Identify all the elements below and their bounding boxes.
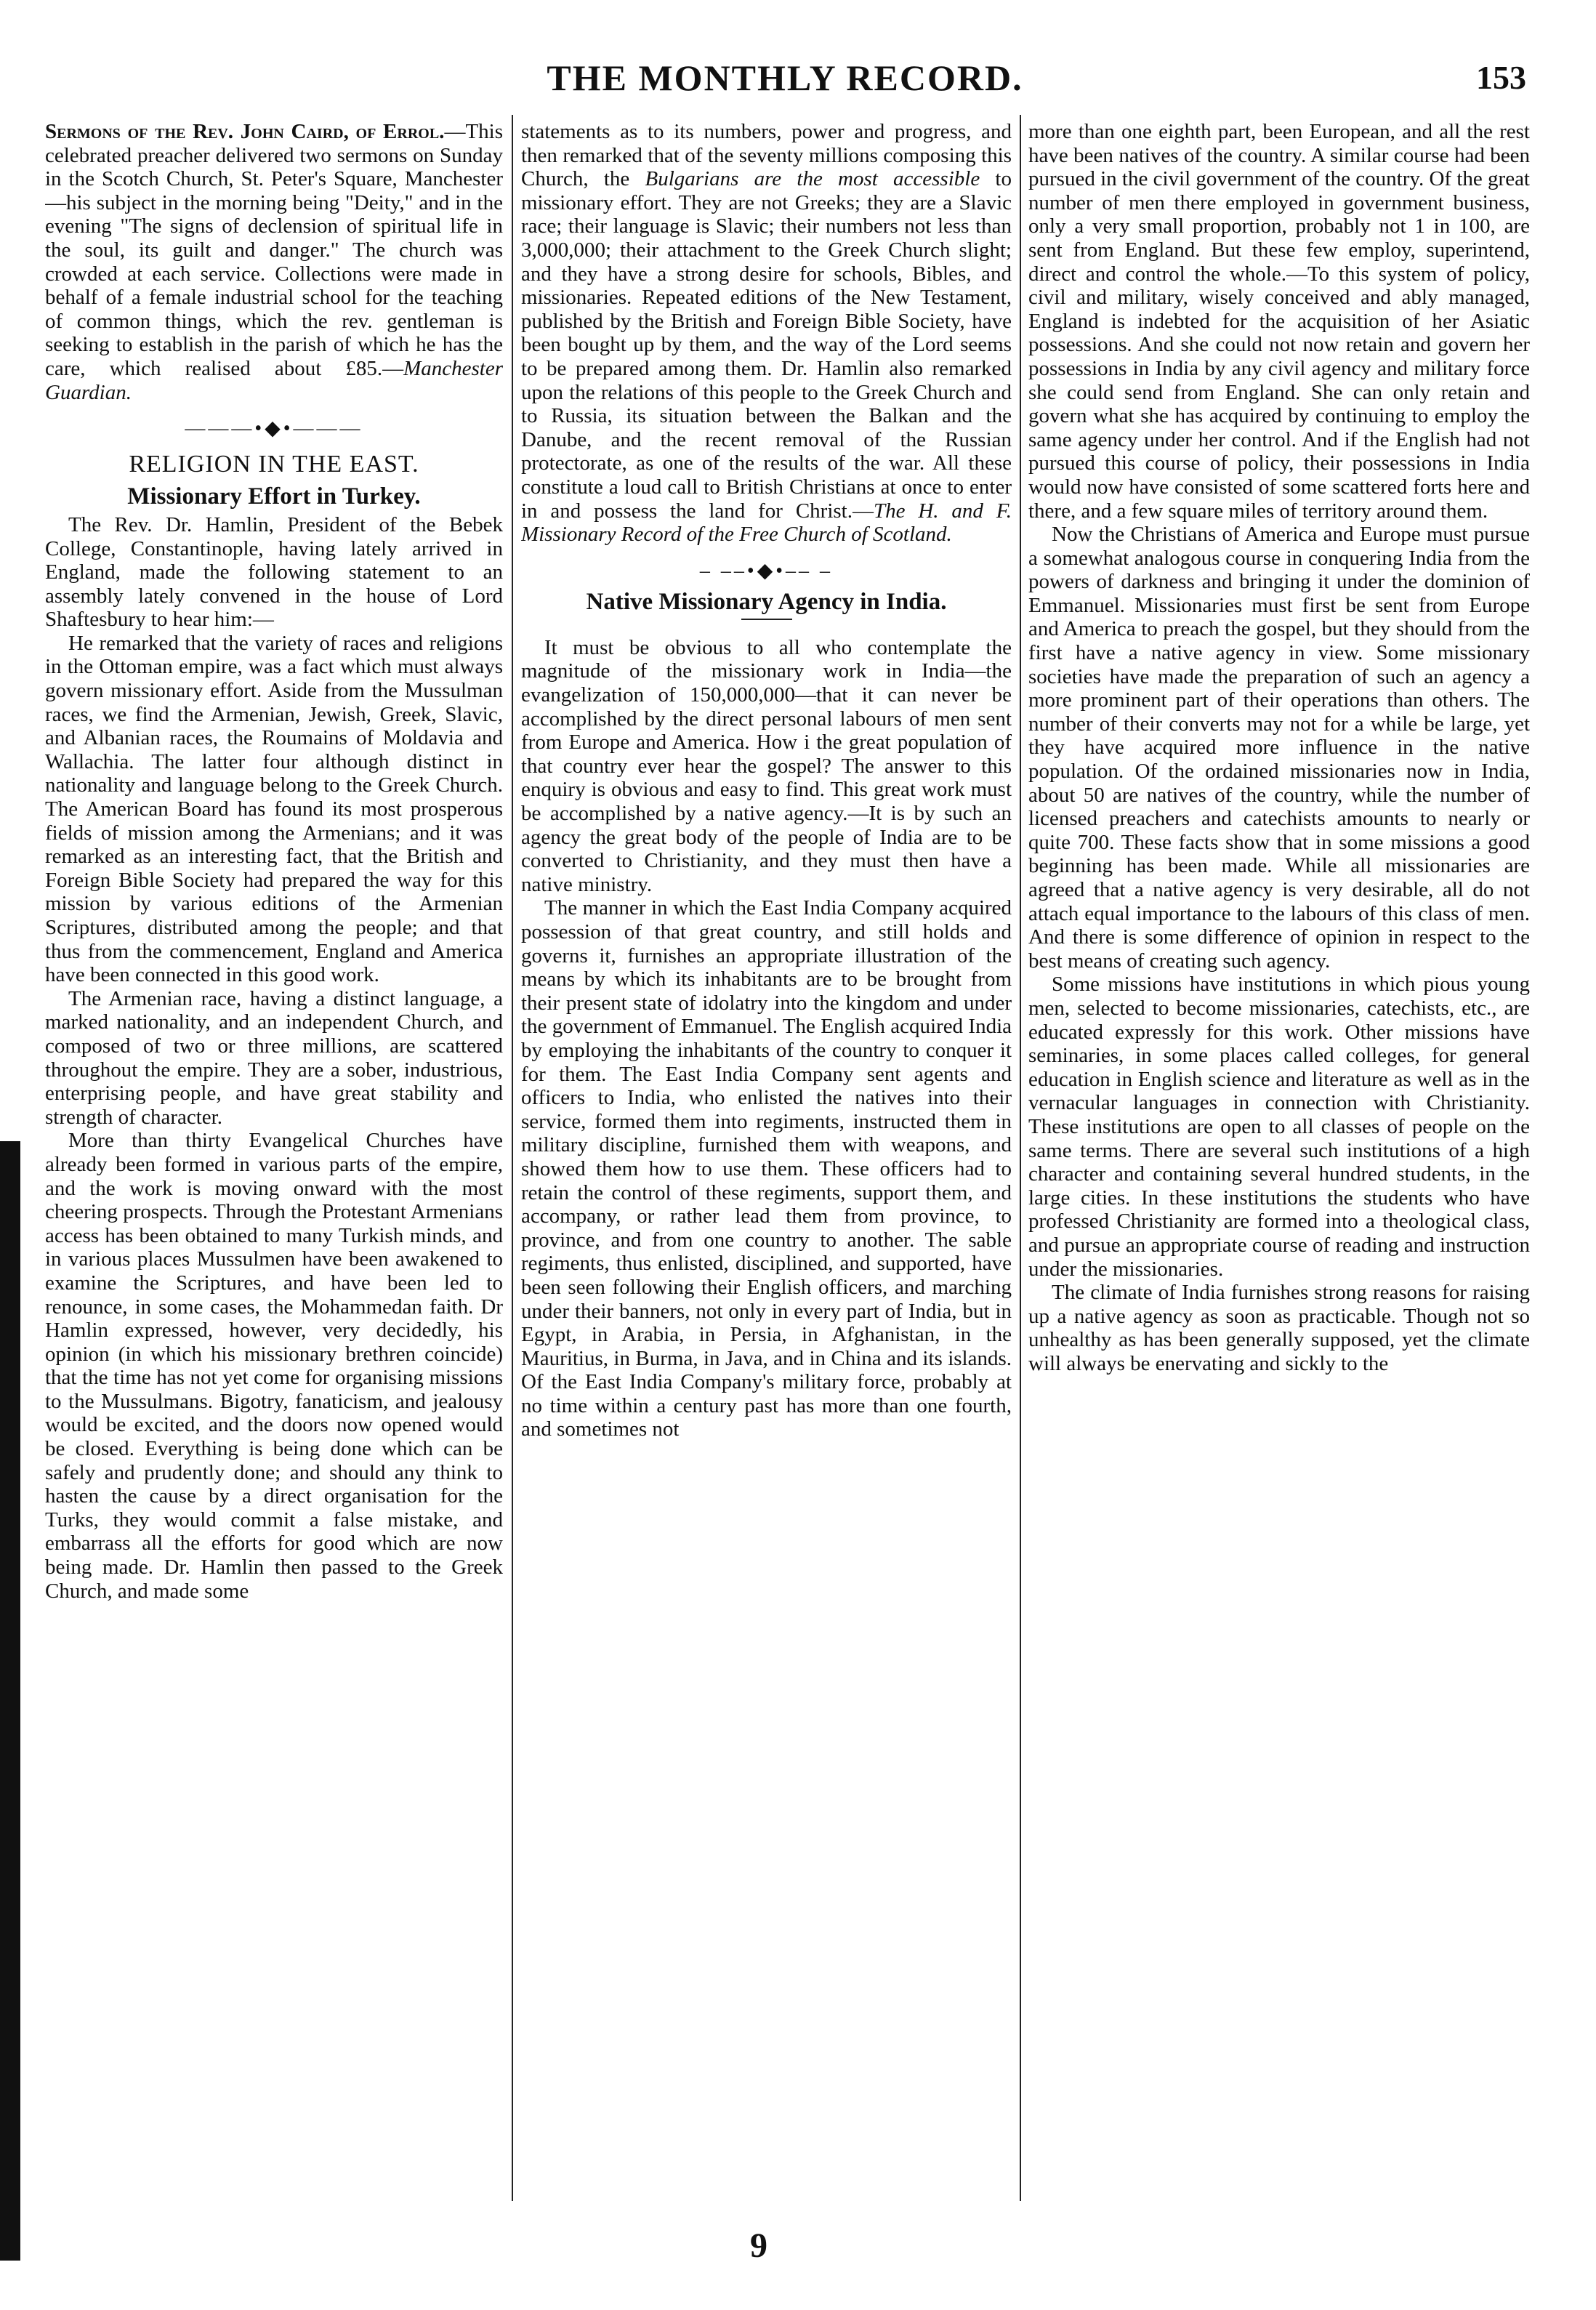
binding-edge (0, 1141, 20, 2261)
column-left (45, 120, 503, 2199)
column-rule-left (512, 115, 513, 2201)
paragraph: The climate of India furnishes strong reasons for raising up a native agency as soon as practicable. Though not so unhealthy as has been generally supposed, yet the climate will always be enervating and sickly to the (1028, 1281, 1530, 1375)
signature-mark: 9 (750, 2226, 767, 2265)
notice-source: Manchester Guardian. (45, 356, 503, 404)
italic-run: Bulgarians are the most accessible (645, 167, 980, 191)
paragraph: More than thirty Evangelical Churches have already been formed in various parts of the empire, and the work is moving onward with the most cheering prospects. Through the Protestant Armenians access has been obtained to many Turkish minds, and in various places Mussulmen have been awakened to examine the Scriptures, and have been led to renounce, in some cases, the Mohammedan faith. Dr Hamlin expressed, however, very decidedly, his opinion (in which his missionary brethren coincide) that the time has not yet come for organising missions to the Mussulmans. Bigotry, fanaticism, and jealousy would be excited, and the doors now opened would be closed. Everything is being done which can be safely and prudently done; and should any think to hasten the cause by a direct organisation for the Turks, they would commit a false mistake, and embarrass all the efforts for good which are now being made. Dr. Hamlin then passed to the Greek Church, and made some (45, 1129, 503, 1603)
paragraph: The Armenian race, having a distinct language, a marked nationality, and an independent Church, and composed of two or three millions, are scattered throughout the empire. They are a sober, industrious, enterprising people, and have great stability and strength of character. (45, 986, 503, 1129)
title-rule (741, 619, 792, 620)
page-header (44, 57, 1526, 108)
paragraph: The Rev. Dr. Hamlin, President of the Bebek College, Constantinople, having lately arrived in England, made the following statement to an assembly lately convened in the house of Lord Shaftesbury to hear him:— (45, 512, 503, 632)
text-run: to missionary effort. They are not Greeks; they are a Slavic race; their language is Slavic; their numbers not less than 3,000,000; their attachment to the Greek Church slight; and they have a strong desire for schools, Bibles, and missionaries. Repeated editions of the New Testament, published by the British and Foreign Bible Society, have been bought up by them, and the way of the Lord seems to be prepared among them. Dr. Hamlin also remarked upon the relations of this people to the Greek Church and to Russia, its situation between the Balkan and the Danube, and the recent removal of the Russian protectorate, as one of the results of the war. All these constitute a loud call to British Christians at once to enter in and possess the land for Christ.— (521, 167, 1012, 523)
paragraph: more than one eighth part, been European, and all the rest have been natives of the country. A similar course had been pursued in the civil government of the country. Of the great number of men there employed in government business, only a very small proportion, probably not 1 in 100, are sent from England. But these few employ, superintend, direct and control the whole.—To this system of policy, civil and military, wisely conceived and ably managed, England is indebted for the acquisition of her Asiatic possessions. And she could not now retain and govern her possessions in India by any civil agency and military force she could send from England. She can only retain and govern what she has acquired by continuing to employ the same agency under her control. And if the English had not pursued this course of policy, their possessions in India would now have consisted of some scattered forts here and there, and a few square miles of territory around them. (1028, 120, 1530, 523)
column-right (1028, 120, 1530, 2199)
article-title-india: Native Missionary Agency in India. (586, 589, 947, 616)
article-source: The H. and F. Missionary Record of the Free Church of Scotland. (521, 499, 1012, 547)
page-number: 153 (1476, 59, 1526, 96)
article-title-turkey: Missionary Effort in Turkey. (127, 483, 421, 510)
paragraph: It must be obvious to all who contemplate the magnitude of the missionary work in India—the evangelization of 150,000,000—that it can never be accomplished by the direct personal labours of men sent from Europe and America. How i the great population of that country ever hear the gospel? The answer to this enquiry is obvious and easy to find. This great work must be accomplished by a native agency.—It is by such an agency the great body of the people of India are to be converted to Christianity, and they must then have a native ministry. (521, 635, 1012, 896)
notice-body: —This celebrated preacher delivered two sermons on Sunday in the Scotch Church, St. Peter's Square, Manchester—his subject in the morning being "Deity," and in the evening "The signs of declension of spiritual life in the soul, its guilt and danger." The church was crowded at each service. Collections were made in behalf of a female industrial school for the teaching of common things, which the rev. gentleman is seeking to establish in the parish of which he has the care, which realised about £85.— (45, 120, 503, 380)
column-rule-right (1020, 115, 1021, 2201)
paragraph: He remarked that the variety of races and religions in the Ottoman empire, was a fact which must always govern missionary effort. Aside from the Mussulman races, we find the Armenian, Jewish, Greek, Slavic, and Albanian races, the Roumains of Moldavia and Wallachia. The latter four although distinct in nationality and language belong to the Greek Church. The American Board has found its most prosperous fields of mission among the Armenians; and it was remarked as an interesting fact, that the British and Foreign Bible Society had prepared the way for this mission by various editions of the Armenian Scriptures, distributed among the people; and that thus from the commencement, England and America have been connected in this good work. (45, 631, 503, 987)
running-title: THE MONTHLY RECORD. (547, 57, 1023, 98)
paragraph: Now the Christians of America and Europe must pursue a somewhat analogous course in conquering India from the powers of darkness and bringing it under the dominion of Emmanuel. Missionaries must first be sent from Europe and America to preach the gospel, but they should from the first have a native agency in view. Some missionary societies have made the preparation of such an agency a more prominent part of their operations than others. The number of their converts may not for a while be large, yet they have acquired more influence in the native population. Of the ordained missionaries now in India, about 50 are natives of the country, while the number of licensed preachers and catechists amounts to nearly or quite 700. These facts show that in some missions a good beginning has been made. While all missionaries are agreed that a native agency is very desirable, all do not attach equal importance to the labours of this class of men. And there is some difference of opinion in respect to the best means of creating such agency. (1028, 523, 1530, 973)
notice-lead: Sermons of the Rev. John Caird, of Errol. (45, 120, 445, 143)
paragraph: Some missions have institutions in which pious young men, selected to become missionaries, catechists, etc., are educated expressly for this work. Other missions have seminaries, in some places called colleges, for general education in English science and literature as well as in the vernacular languages in connection with Christianity. These institutions are open to all classes of people on the same terms. There are several such institutions of a high character and containing several hundred students, in the large cities. In these institutions the students who have professed Christianity are formed into a theological class, and pursue an appropriate course of reading and instruction under the missionaries. (1028, 973, 1530, 1281)
section-title: RELIGION IN THE EAST. (129, 450, 419, 478)
paragraph (521, 120, 1012, 547)
ornament-divider: – ––•◆•–– – (699, 559, 834, 582)
ornament-divider: ———•◆•——— (185, 417, 363, 440)
text-run: statements as to its numbers, power and progress, and then remarked that of the seventy millions composing this Church, the (521, 120, 1012, 191)
notice-paragraph (45, 120, 503, 404)
column-middle (521, 120, 1012, 2199)
paragraph: The manner in which the East India Company acquired possession of that great country, and still holds and governs it, furnishes an appropriate illustration of the means by which its inhabitants are to be brought from their present state of idolatry into the kingdom and under the government of Emmanuel. The English acquired India by employing the inhabitants of the country to conquer it for them. The East India Company sent agents and officers to India, who enlisted the natives into their service, formed them into regiments, instructed them in military discipline, furnished them with weapons, and showed them how to use them. These officers had to retain the control of these regiments, support them, and accompany, or rather lead them from province, to province, and from one country to another. The sable regiments, thus enlisted, disciplined, and supported, have been seen following their English officers, and marching under their banners, not only in every part of India, but in Egypt, in Arabia, in Persia, in Afghanistan, in the Mauritius, in Burma, in Java, and in China and its islands. Of the East India Company's military force, probably at no time within a century past has more than one fourth, and sometimes not (521, 896, 1012, 1441)
